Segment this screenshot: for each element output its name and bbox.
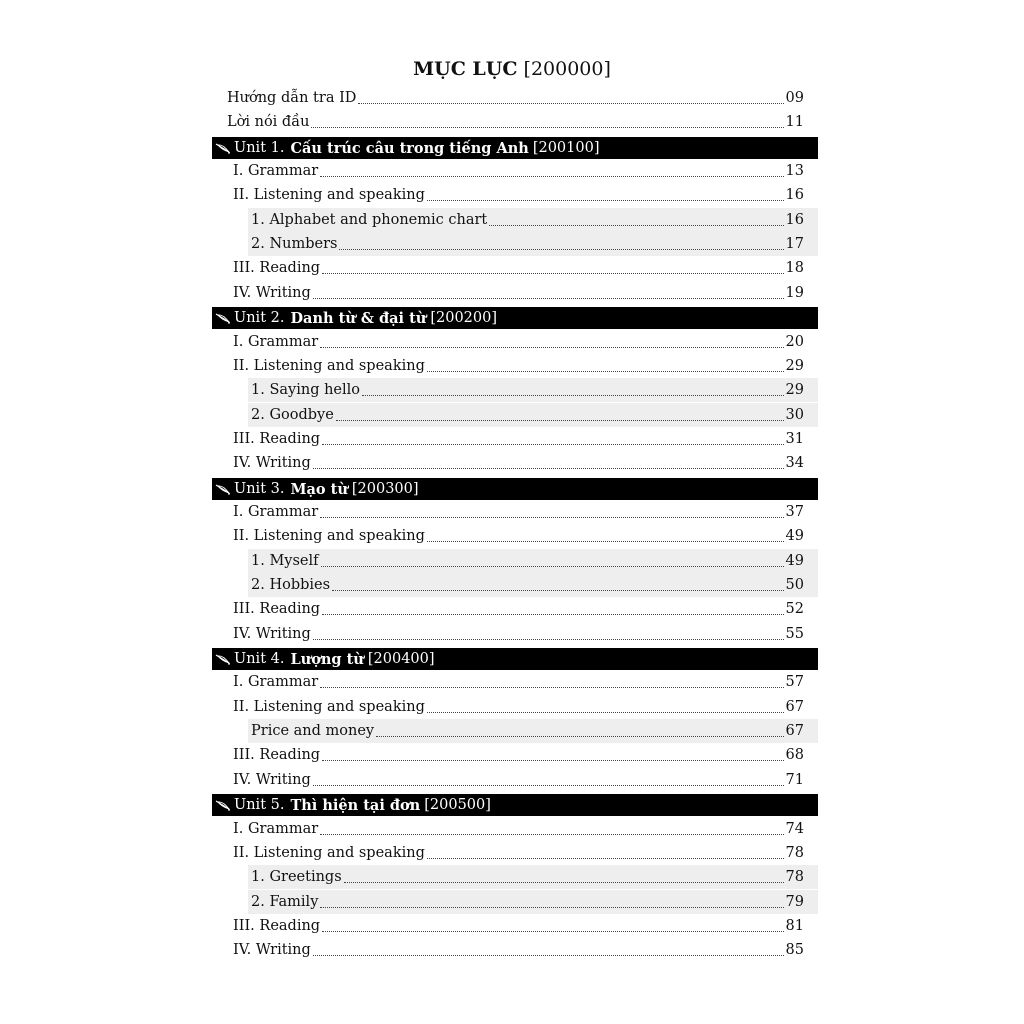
dot-leader — [313, 784, 784, 786]
unit-header[interactable] — [212, 307, 818, 329]
entry-label: I. Grammar — [233, 821, 319, 837]
page-number: 11 — [785, 114, 804, 130]
entry-label: IV. Writing — [233, 772, 311, 788]
unit-number: Unit 3. — [234, 481, 285, 497]
unit-header[interactable] — [212, 648, 818, 670]
entry-label: 1. Greetings — [251, 869, 342, 885]
unit-header[interactable] — [212, 137, 818, 159]
dot-leader — [320, 833, 783, 835]
toc-entry[interactable] — [233, 183, 804, 207]
entry-label: I. Grammar — [233, 504, 319, 520]
toc-subentry[interactable] — [248, 232, 818, 256]
toc-entry[interactable] — [233, 695, 804, 719]
toc-subentry[interactable] — [248, 378, 818, 402]
quill-pen-icon — [215, 799, 231, 811]
entry-label: 1. Myself — [251, 553, 319, 569]
entry-label: II. Listening and speaking — [233, 528, 425, 544]
dot-leader — [313, 467, 784, 469]
toc-entry[interactable] — [233, 281, 804, 305]
toc-subentry[interactable] — [248, 890, 818, 914]
toc-entry[interactable] — [233, 670, 804, 694]
dot-leader — [322, 759, 783, 761]
page-number: 13 — [785, 163, 804, 179]
entry-label: IV. Writing — [233, 942, 311, 958]
toc-entry[interactable] — [233, 817, 804, 841]
unit-number: Unit 4. — [234, 651, 285, 667]
page-number: 29 — [785, 358, 804, 374]
page-number: 68 — [785, 747, 804, 763]
quill-pen-icon — [215, 653, 231, 665]
page-number: 49 — [785, 553, 804, 569]
toc-subentry[interactable] — [248, 403, 818, 427]
unit-header[interactable] — [212, 794, 818, 816]
dot-leader — [320, 906, 783, 908]
unit-code: [200500] — [424, 797, 491, 813]
page-number: 31 — [785, 431, 804, 447]
page-number: 55 — [785, 626, 804, 642]
dot-leader — [376, 735, 783, 737]
toc-subentry[interactable] — [248, 208, 818, 232]
entry-label: IV. Writing — [233, 285, 311, 301]
toc-entry[interactable] — [233, 354, 804, 378]
page-number: 85 — [785, 942, 804, 958]
title-code: [200000] — [523, 58, 611, 80]
entry-label: 1. Alphabet and phonemic chart — [251, 212, 488, 228]
page-number: 16 — [785, 212, 804, 228]
page-number: 17 — [785, 236, 804, 252]
entry-label: 1. Saying hello — [251, 382, 361, 398]
quill-pen-icon — [215, 142, 231, 154]
entry-label: III. Reading — [233, 601, 321, 617]
dot-leader — [322, 930, 783, 932]
dot-leader — [320, 686, 783, 688]
toc-entry[interactable] — [233, 256, 804, 280]
page-number: 29 — [785, 382, 804, 398]
quill-pen-icon — [215, 483, 231, 495]
toc-entry[interactable] — [233, 451, 804, 475]
entry-label: 2. Goodbye — [251, 407, 334, 423]
toc-entry[interactable] — [233, 500, 804, 524]
front-matter-entry[interactable] — [227, 86, 804, 110]
dot-leader — [311, 126, 783, 128]
entry-label: IV. Writing — [233, 626, 311, 642]
toc-subentry[interactable] — [248, 719, 818, 743]
unit-number: Unit 1. — [234, 140, 285, 156]
unit-title: Danh từ & đại từ — [290, 309, 427, 327]
entry-label: III. Reading — [233, 747, 321, 763]
dot-leader — [489, 224, 783, 226]
dot-leader — [313, 297, 784, 299]
page-number: 67 — [785, 699, 804, 715]
dot-leader — [336, 419, 784, 421]
page-number: 16 — [785, 187, 804, 203]
page-number: 19 — [785, 285, 804, 301]
dot-leader — [339, 248, 783, 250]
entry-label: 2. Hobbies — [251, 577, 331, 593]
entry-label: 2. Family — [251, 894, 319, 910]
unit-title: Cấu trúc câu trong tiếng Anh — [290, 139, 529, 157]
toc-entry[interactable] — [233, 330, 804, 354]
page-number: 81 — [785, 918, 804, 934]
page-number: 79 — [785, 894, 804, 910]
toc-entry[interactable] — [233, 622, 804, 646]
entry-label: II. Listening and speaking — [233, 187, 425, 203]
toc-entry[interactable] — [233, 841, 804, 865]
quill-pen-icon — [215, 312, 231, 324]
entry-label: IV. Writing — [233, 455, 311, 471]
entry-label: I. Grammar — [233, 334, 319, 350]
dot-leader — [320, 175, 783, 177]
dot-leader — [344, 881, 784, 883]
page-number: 30 — [785, 407, 804, 423]
dot-leader — [427, 540, 784, 542]
dot-leader — [427, 711, 784, 713]
toc-subentry[interactable] — [248, 573, 818, 597]
toc-entry[interactable] — [233, 914, 804, 938]
page-number: 09 — [785, 90, 804, 106]
page-number: 50 — [785, 577, 804, 593]
page-title — [0, 56, 1024, 82]
toc-entry[interactable] — [233, 427, 804, 451]
title-text: MỤC LỤC — [413, 58, 518, 80]
dot-leader — [427, 857, 784, 859]
entry-label: I. Grammar — [233, 674, 319, 690]
dot-leader — [322, 613, 783, 615]
entry-label: III. Reading — [233, 918, 321, 934]
entry-label: II. Listening and speaking — [233, 358, 425, 374]
page-number: 34 — [785, 455, 804, 471]
dot-leader — [358, 102, 783, 104]
page-number: 67 — [785, 723, 804, 739]
entry-label: 2. Numbers — [251, 236, 338, 252]
page-number: 20 — [785, 334, 804, 350]
page-number: 37 — [785, 504, 804, 520]
unit-title: Lượng từ — [290, 650, 364, 668]
unit-code: [200200] — [430, 310, 498, 326]
page-number: 18 — [785, 260, 804, 276]
toc-subentry[interactable] — [248, 865, 818, 889]
front-matter-entry[interactable] — [227, 110, 804, 134]
toc-entry[interactable] — [233, 938, 804, 962]
entry-label: Lời nói đầu — [227, 114, 310, 130]
dot-leader — [427, 370, 784, 372]
toc-entry[interactable] — [233, 743, 804, 767]
dot-leader — [362, 394, 784, 396]
dot-leader — [332, 589, 784, 591]
entry-label: III. Reading — [233, 431, 321, 447]
unit-number: Unit 2. — [234, 310, 285, 326]
dot-leader — [322, 272, 783, 274]
dot-leader — [321, 565, 784, 567]
unit-number: Unit 5. — [234, 797, 285, 813]
page-number: 78 — [785, 845, 804, 861]
entry-label: Price and money — [251, 723, 375, 739]
dot-leader — [322, 443, 783, 445]
unit-header[interactable] — [212, 478, 818, 500]
entry-label: II. Listening and speaking — [233, 845, 425, 861]
entry-label: III. Reading — [233, 260, 321, 276]
toc-entry[interactable] — [233, 159, 804, 183]
unit-title: Mạo từ — [290, 480, 348, 498]
unit-title: Thì hiện tại đơn — [290, 796, 421, 814]
dot-leader — [320, 346, 783, 348]
dot-leader — [320, 516, 783, 518]
unit-code: [200300] — [351, 481, 419, 497]
dot-leader — [313, 638, 784, 640]
toc-entry[interactable] — [233, 768, 804, 792]
entry-label: II. Listening and speaking — [233, 699, 425, 715]
dot-leader — [313, 954, 784, 956]
toc-subentry[interactable] — [248, 549, 818, 573]
unit-code: [200400] — [367, 651, 435, 667]
toc-entry[interactable] — [233, 597, 804, 621]
entry-label: I. Grammar — [233, 163, 319, 179]
dot-leader — [427, 199, 784, 201]
entry-label: Hướng dẫn tra ID — [227, 90, 357, 106]
page-number: 52 — [785, 601, 804, 617]
page-number: 49 — [785, 528, 804, 544]
toc-entry[interactable] — [233, 524, 804, 548]
unit-code: [200100] — [532, 140, 600, 156]
page-number: 78 — [785, 869, 804, 885]
page-number: 74 — [785, 821, 804, 837]
page-number: 57 — [785, 674, 804, 690]
page-number: 71 — [785, 772, 804, 788]
